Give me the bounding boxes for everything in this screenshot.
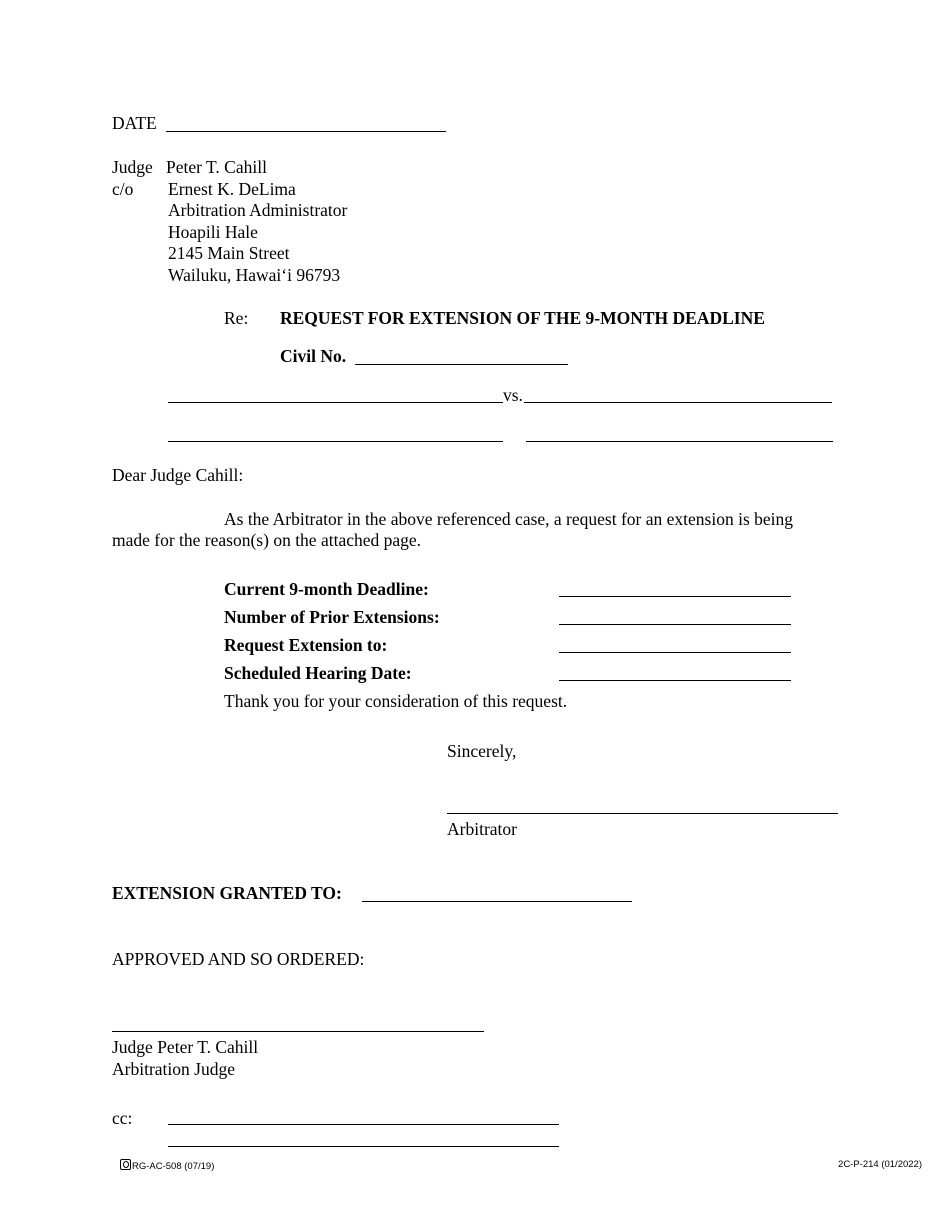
cc-input-line[interactable] xyxy=(168,1124,559,1125)
civil-no-label: Civil No. xyxy=(280,346,347,366)
address-line: 2145 Main Street xyxy=(168,243,290,263)
address-line: Arbitration Administrator xyxy=(168,200,348,220)
body-text: As the Arbitrator in the above referenced case, a request for an extension is being xyxy=(224,509,794,529)
field-label-request-extension: Request Extension to: xyxy=(224,635,388,655)
judge-signature-line[interactable] xyxy=(112,1031,484,1032)
judge-name: Peter T. Cahill xyxy=(166,157,267,177)
closing: Sincerely, xyxy=(447,741,517,761)
vs-label: vs. xyxy=(503,385,523,405)
plaintiff-input-line[interactable] xyxy=(168,402,503,403)
extension-granted-input-line[interactable] xyxy=(362,901,632,902)
address-line: Wailuku, Hawai‘i 96793 xyxy=(168,265,341,285)
cc-label: cc: xyxy=(112,1108,133,1128)
arbitrator-title: Arbitrator xyxy=(447,819,517,839)
co-label: c/o xyxy=(112,179,134,199)
body-text: made for the reason(s) on the attached page. xyxy=(112,530,422,550)
judge-label: Judge xyxy=(112,157,153,177)
field-label-hearing-date: Scheduled Hearing Date: xyxy=(224,663,412,683)
footer-left-code: RG-AC-508 (07/19) xyxy=(132,1161,215,1172)
defendant-input-line[interactable] xyxy=(524,402,832,403)
judge-signature-name: Judge Peter T. Cahill xyxy=(112,1037,259,1057)
field-label-prior-extensions: Number of Prior Extensions: xyxy=(224,607,440,627)
footer-right-code: 2C-P-214 (01/2022) xyxy=(838,1159,922,1170)
address-line: Ernest K. DeLima xyxy=(168,179,296,199)
prior-extensions-input-line[interactable] xyxy=(559,624,791,625)
thanks-text: Thank you for your consideration of this request. xyxy=(224,691,568,711)
defendant-input-line-2[interactable] xyxy=(526,441,833,442)
salutation: Dear Judge Cahill: xyxy=(112,465,244,485)
current-deadline-input-line[interactable] xyxy=(559,596,791,597)
civil-no-input-line[interactable] xyxy=(355,364,568,365)
request-extension-input-line[interactable] xyxy=(559,652,791,653)
approved-text: APPROVED AND SO ORDERED: xyxy=(112,949,365,969)
extension-granted-label: EXTENSION GRANTED TO: xyxy=(112,883,342,903)
footer-left xyxy=(120,1159,214,1173)
re-label: Re: xyxy=(224,308,249,328)
hearing-date-input-line[interactable] xyxy=(559,680,791,681)
address-line: Hoapili Hale xyxy=(168,222,258,242)
accessibility-icon xyxy=(120,1159,131,1170)
judge-signature-title: Arbitration Judge xyxy=(112,1059,235,1079)
date-input-line[interactable] xyxy=(166,131,446,132)
arbitrator-signature-line[interactable] xyxy=(447,813,838,814)
subject-title: REQUEST FOR EXTENSION OF THE 9-MONTH DEADLINE xyxy=(280,308,765,328)
cc-input-line-2[interactable] xyxy=(168,1146,559,1147)
field-label-current-deadline: Current 9-month Deadline: xyxy=(224,579,429,599)
plaintiff-input-line-2[interactable] xyxy=(168,441,503,442)
date-label: DATE xyxy=(112,113,157,133)
